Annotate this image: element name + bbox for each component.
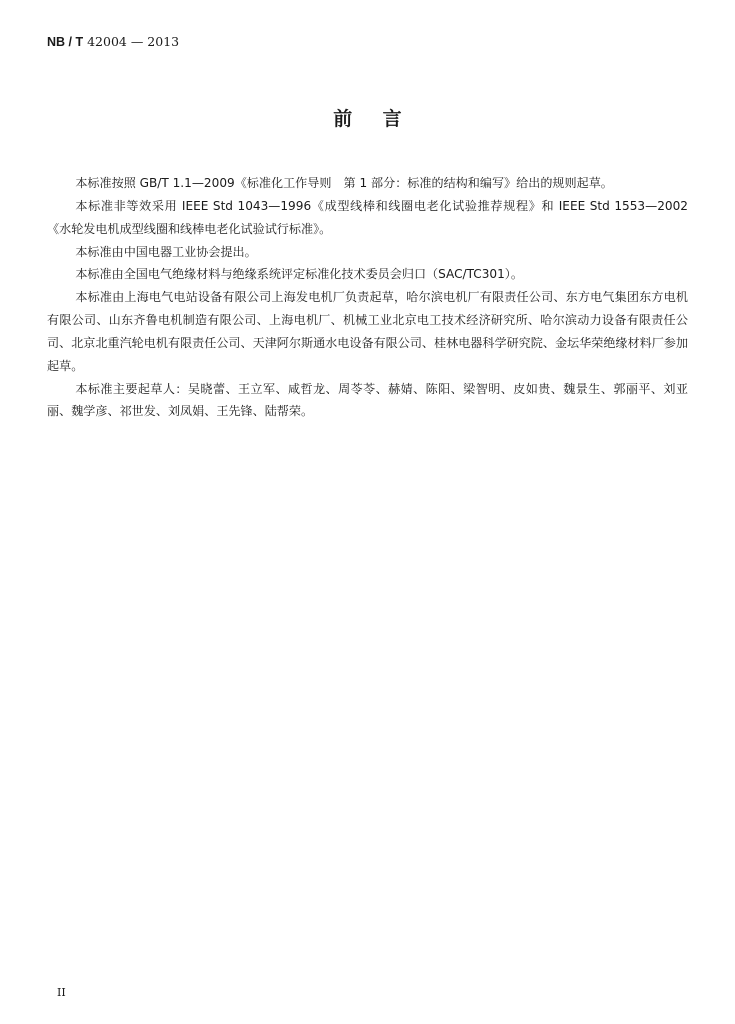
paragraph-administrator: 本标准由全国电气绝缘材料与绝缘系统评定标准化技术委员会归口（SAC/TC301）。: [75, 267, 523, 282]
paragraph-main-drafters: 本标准主要起草人：吴晓蕾、王立军、咸哲龙、周苓苓、赫婧、陈阳、梁智明、皮如贵、魏景生、郭丽平、刘亚丽、魏学彦、祁世发、刘凤娟、王先锋、陆帮荣。: [47, 381, 688, 419]
foreword-body: [47, 172, 688, 423]
page-number: II: [57, 986, 66, 999]
paragraph-proposer: 本标准由中国电器工业协会提出。: [75, 244, 257, 259]
document-code: [47, 34, 179, 50]
paragraph-adopted-standards: 本标准非等效采用 IEEE Std 1043—1996《成型线棒和线圈电老化试验推荐规程》和 IEEE Std 1553—2002《水轮发电机成型线圈和线棒电老化试验试行标准》。: [47, 198, 688, 236]
paragraph-drafting-organizations: 本标准由上海电气电站设备有限公司上海发电机厂负责起草，哈尔滨电机厂有限责任公司、东方电气集团东方电机有限公司、山东齐鲁电机制造有限公司、上海电机厂、机械工业北京电工技术经济研究所、哈尔滨动力设备有限责任公司、北京北重汽轮电机有限责任公司、天津阿尔斯通水电设备有限公司、桂林电器科学研究院、金坛华荣绝缘材料厂参加起草。: [47, 290, 688, 373]
page-title: 前言: [333, 108, 433, 130]
document-code-number: 42004 — 2013: [83, 34, 180, 49]
paragraph-drafting-rules: 本标准按照 GB/T 1.1—2009《标准化工作导则 第 1 部分：标准的结构和编写》给出的规则起草。: [75, 176, 613, 190]
document-code-prefix: NB / T: [47, 35, 84, 49]
